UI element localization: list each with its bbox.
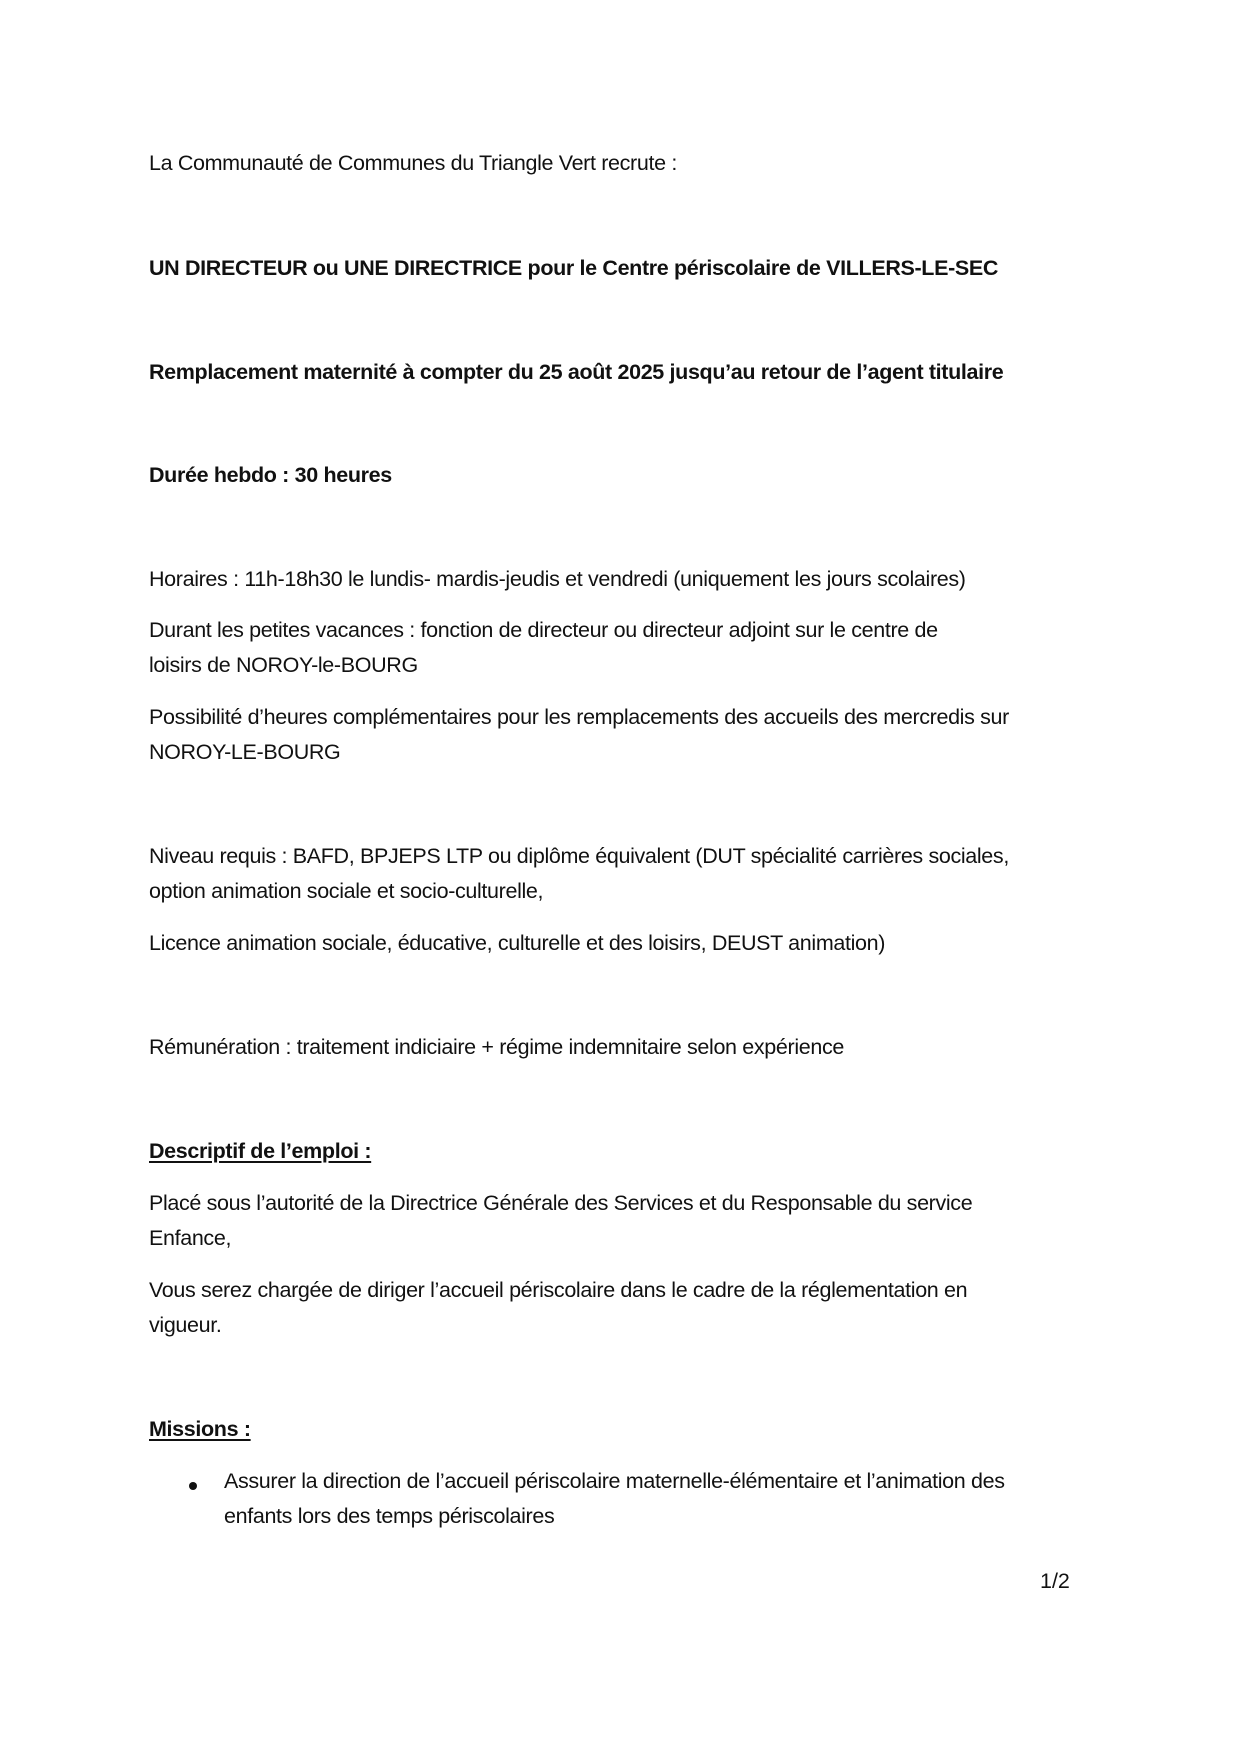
- mission-item-line-1: Assurer la direction de l’accueil périscolaire maternelle-élémentaire et l’animation des: [224, 1469, 1005, 1493]
- description-p1-line-2: Enfance,: [149, 1226, 232, 1250]
- holidays-line-2: loisirs de NOROY-le-BOURG: [149, 653, 418, 677]
- requirements-line-2: option animation sociale et socio-culturelle,: [149, 879, 544, 903]
- description-p2-line-1: Vous serez chargée de diriger l’accueil périscolaire dans le cadre de la réglementation en: [149, 1278, 968, 1302]
- bullet-icon: [189, 1482, 197, 1490]
- description-heading: Descriptif de l’emploi :: [149, 1139, 372, 1163]
- description-p1-line-1: Placé sous l’autorité de la Directrice Générale des Services et du Responsable du service: [149, 1191, 973, 1215]
- holidays-line-1: Durant les petites vacances : fonction de directeur ou directeur adjoint sur le centre de: [149, 618, 938, 642]
- contract-type: Remplacement maternité à compter du 25 août 2025 jusqu’au retour de l’agent titulaire: [149, 360, 1004, 384]
- extra-hours-line-1: Possibilité d’heures complémentaires pour les remplacements des accueils des mercredis sur: [149, 705, 1009, 729]
- schedule-text: Horaires : 11h-18h30 le lundis- mardis-jeudis et vendredi (uniquement les jours scolaires): [149, 567, 966, 591]
- missions-heading: Missions :: [149, 1417, 251, 1441]
- job-title: UN DIRECTEUR ou UNE DIRECTRICE pour le Centre périscolaire de VILLERS-LE-SEC: [149, 256, 999, 280]
- weekly-hours: Durée hebdo : 30 heures: [149, 463, 392, 487]
- requirements-line-1: Niveau requis : BAFD, BPJEPS LTP ou diplôme équivalent (DUT spécialité carrières sociales,: [149, 844, 1009, 868]
- extra-hours-line-2: NOROY-LE-BOURG: [149, 740, 341, 764]
- page-number: 1/2: [1040, 1569, 1070, 1593]
- license-text: Licence animation sociale, éducative, culturelle et des loisirs, DEUST animation): [149, 931, 886, 955]
- salary-text: Rémunération : traitement indiciaire + régime indemnitaire selon expérience: [149, 1035, 844, 1059]
- intro-text: La Communauté de Communes du Triangle Vert recrute :: [149, 151, 677, 175]
- description-p2-line-2: vigueur.: [149, 1313, 222, 1337]
- mission-item-line-2: enfants lors des temps périscolaires: [224, 1504, 555, 1528]
